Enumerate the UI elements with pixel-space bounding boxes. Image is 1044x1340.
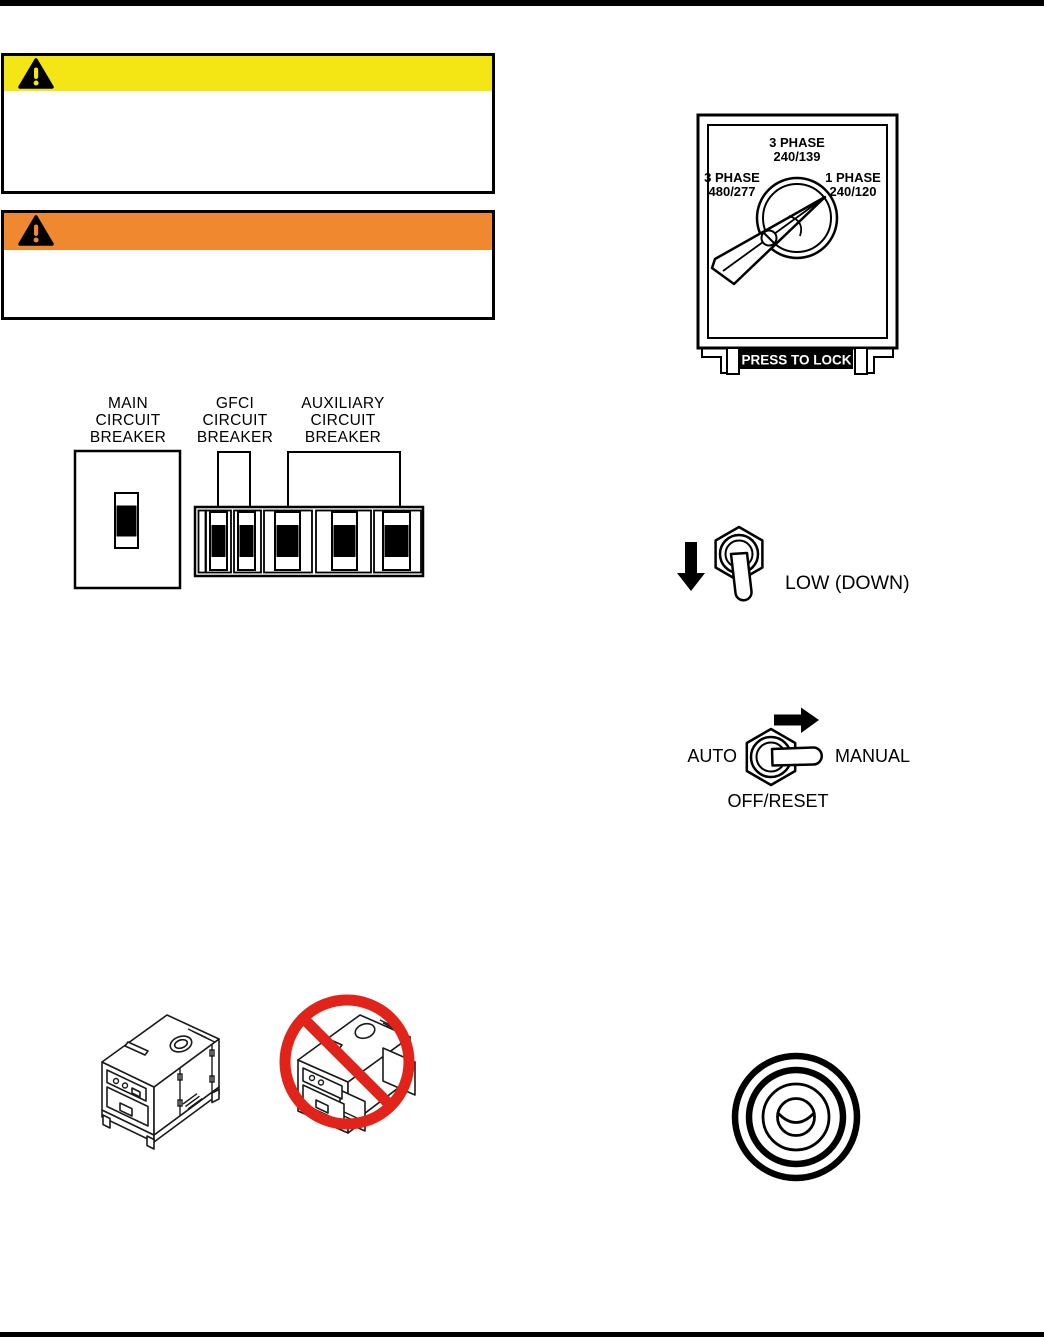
press-to-lock-label: PRESS TO LOCK (741, 352, 852, 368)
warning-triangle-icon (18, 58, 54, 90)
gfci-breaker-label-line2: CIRCUIT (202, 412, 268, 429)
main-breaker-label-line1: MAIN (108, 395, 148, 412)
page-top-rule (0, 0, 1044, 6)
toggle-lever-down (731, 553, 752, 600)
warning-callout-orange (1, 210, 495, 320)
warning-band-orange (4, 213, 492, 250)
ring-third (763, 1084, 829, 1150)
main-breaker-switch-handle (117, 506, 137, 537)
warning-callout-yellow (1, 53, 495, 194)
idle-control-label: LOW (DOWN) (785, 572, 910, 594)
exclamation-bar (34, 225, 38, 237)
breaker-panel-figure (70, 392, 430, 592)
generator-doors-open-prohibited-illustration (270, 986, 430, 1146)
aux-breaker-label-line1: AUXILIARY (301, 395, 385, 412)
generator-closed-illustration (88, 1002, 248, 1152)
breaker-switch-handle (240, 525, 254, 557)
warning-triangle-icon (18, 215, 54, 247)
selector-top-label-line2: 240/139 (773, 149, 821, 164)
aux-breaker-label-line3: BREAKER (304, 429, 382, 446)
selector-left-bracket (702, 348, 727, 373)
right-arrow-icon (774, 708, 819, 734)
aux-breaker-label-line2: CIRCUIT (310, 412, 376, 429)
selector-left-label-line1: 3 PHASE (704, 170, 760, 185)
down-arrow-icon (677, 542, 705, 591)
breaker-panel-drawing (70, 392, 430, 592)
ring-outer (735, 1056, 857, 1178)
breaker-switch-handle (212, 525, 226, 557)
mode-switch-manual-label: MANUAL (835, 746, 911, 766)
breaker-switch-handle (334, 525, 356, 557)
recessed-port-figure (728, 1048, 868, 1188)
main-breaker-label-line2: CIRCUIT (95, 412, 161, 429)
selector-right-label-line1: 1 PHASE (825, 170, 881, 185)
selector-right-label-line2: 240/120 (829, 184, 877, 199)
warning-band-yellow (4, 56, 492, 91)
selector-right-bracket (867, 348, 893, 373)
mode-switch-offreset-label: OFF/RESET (727, 791, 829, 811)
selector-right-tab (855, 348, 867, 374)
right-arrow-head (801, 708, 819, 734)
exclamation-dot (34, 238, 39, 243)
main-breaker-label-line3: BREAKER (89, 429, 167, 446)
gfci-callout-box (218, 452, 250, 508)
page-bottom-rule (0, 1332, 1044, 1337)
mode-switch-figure (682, 698, 917, 813)
selector-left-tab (727, 348, 739, 374)
gfci-breaker-label-line3: BREAKER (196, 429, 274, 446)
exclamation-dot (34, 81, 39, 86)
down-arrow-head (677, 573, 705, 591)
selector-left-label-line2: 480/277 (708, 184, 756, 199)
breaker-switch-handle (277, 525, 299, 557)
toggle-lever-right (772, 747, 822, 765)
right-arrow-shaft (774, 715, 801, 726)
breaker-switch-handle (385, 525, 409, 557)
breaker-row-end-strip (199, 511, 206, 573)
mode-switch-auto-label: AUTO (687, 746, 737, 766)
selector-top-label-line1: 3 PHASE (769, 135, 825, 150)
idle-control-figure (670, 518, 930, 603)
aux-callout-box (288, 452, 400, 508)
voltage-selector-figure (688, 110, 900, 380)
inner-ball-arc (778, 1113, 814, 1123)
down-arrow-shaft (685, 542, 697, 575)
exclamation-bar (34, 68, 38, 80)
gfci-breaker-label-line1: GFCI (215, 395, 255, 412)
